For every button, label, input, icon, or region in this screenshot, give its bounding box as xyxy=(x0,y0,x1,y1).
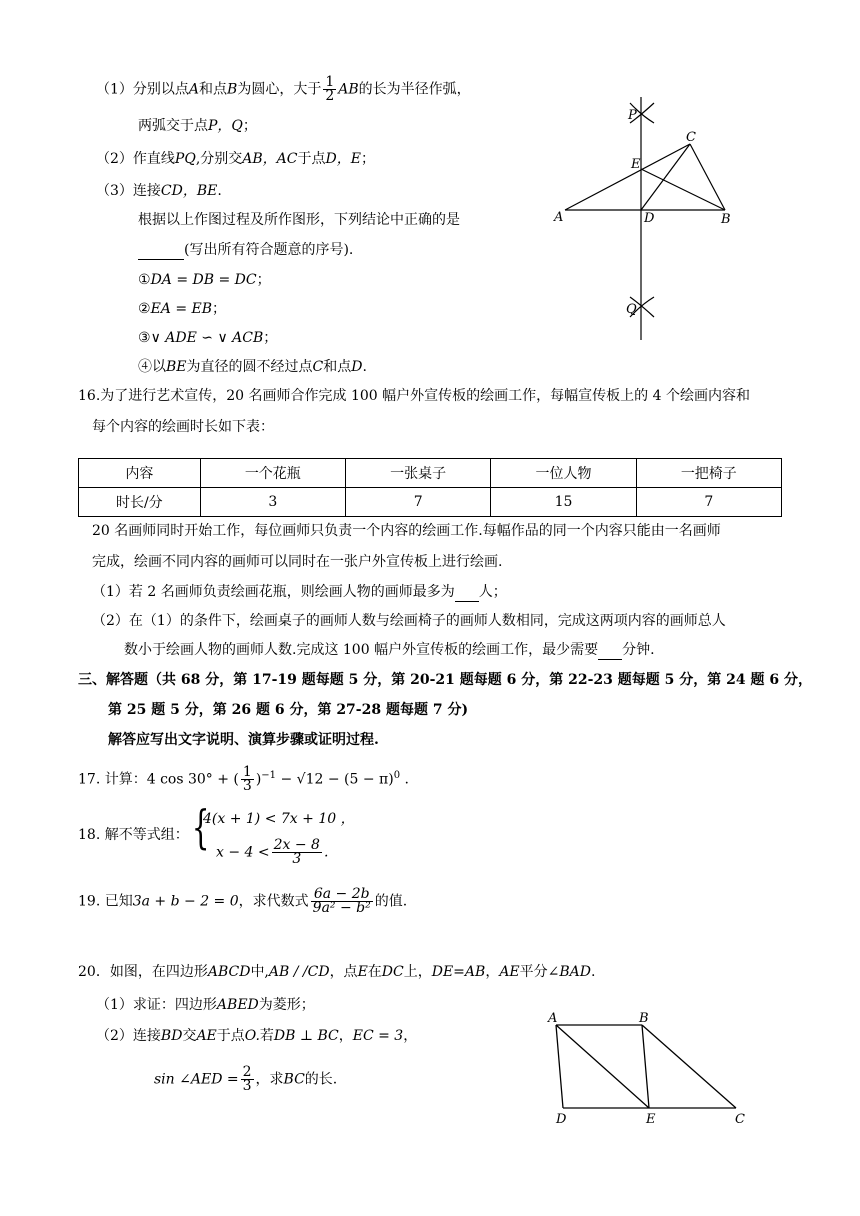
q15-figure xyxy=(540,95,760,355)
table-row xyxy=(79,488,782,517)
label-b: B xyxy=(721,212,731,227)
q20-sub1: （1）求证：四边形ABED为菱形； xyxy=(96,997,315,1013)
label-e: E xyxy=(646,1112,656,1127)
q15-prompt: 根据以上作图过程及所作图形，下列结论中正确的是 xyxy=(138,212,460,228)
table-cell: 一张桌子 xyxy=(345,459,490,488)
label-p: P xyxy=(628,108,637,123)
q19: 19. 已知3a + b − 2 = 0，求代数式 $\frac{6a - 2b}{\text{9a² − b²}}$ 的值. xyxy=(78,886,408,916)
table-cell: 7 xyxy=(345,488,490,517)
answer-blank[interactable] xyxy=(138,241,184,260)
segment-ad xyxy=(556,1025,563,1108)
segment-cd xyxy=(641,144,690,210)
label-a: A xyxy=(548,1011,558,1026)
q18-label: 18. 解不等式组： xyxy=(78,827,189,843)
q16-line1: 16.为了进行艺术宣传，20 名画师合作完成 100 幅户外宣传板的绘画工作，每幅宣传板上的 4 个绘画内容和 xyxy=(78,388,750,404)
q15-option-2: ②EA = EB； xyxy=(138,301,227,317)
section3-title-cont: 第 25 题 5 分，第 26 题 6 分，第 27-28 题每题 7 分) xyxy=(108,702,469,718)
q18-inequality-1: 4(x + 1) < 7x + 10 ， xyxy=(203,811,355,827)
answer-blank[interactable] xyxy=(455,583,479,602)
q20-sub2-cont: sin ∠AED = $\frac{2}{3}$ ，求BC的长. xyxy=(154,1064,338,1094)
label-b: B xyxy=(639,1011,649,1026)
table-cell: 时长/分 xyxy=(79,488,201,517)
table-cell: 15 xyxy=(491,488,636,517)
segment-be xyxy=(642,1025,649,1108)
q16-line2: 每个内容的绘画时长如下表： xyxy=(92,419,274,435)
label-c: C xyxy=(686,130,696,145)
q16-sub2-cont: 数小于绘画人物的画师人数.完成这 100 幅户外宣传板的绘画工作，最少需要 分钟. xyxy=(124,642,655,658)
q15-step1-cont: 两弧交于点P，Q； xyxy=(138,118,257,134)
fraction-half: $\frac{1}{2}$ xyxy=(325,74,335,104)
fraction-two-thirds: $\frac{2}{3}$ xyxy=(242,1064,252,1094)
label-d: D xyxy=(556,1112,567,1127)
q18-inequality-2: x − 4 < $\frac{2x - 8}{3}$ . xyxy=(216,837,329,867)
q15-step3: （3）连接CD，BE. xyxy=(96,183,222,199)
q15-prompt-answer: (写出所有符合题意的序号). xyxy=(138,241,353,260)
q15-option-3: ③∨ ADE ∽ ∨ ACB； xyxy=(138,330,278,346)
q15-option-4: ④以BE为直径的圆不经过点C和点D. xyxy=(138,359,367,375)
label-q: Q xyxy=(626,302,637,317)
table-header-row xyxy=(79,459,782,488)
table-cell: 7 xyxy=(636,488,781,517)
system-brace: { xyxy=(191,800,210,854)
section3-note: 解答应写出文字说明、演算步骤或证明过程. xyxy=(108,732,379,748)
table-cell: 一把椅子 xyxy=(636,459,781,488)
q16-sub2: （2）在（1）的条件下，绘画桌子的画师人数与绘画椅子的画师人数相同，完成这两项内容的画师总人 xyxy=(92,613,726,629)
fraction-expression: $\frac{6a - 2b}{\text{9a² − b²}}$ xyxy=(312,886,371,916)
label-e: E xyxy=(631,157,641,172)
q16-table xyxy=(78,458,782,517)
q15-step1: （1）分别以点A和点B为圆心，大于 $\frac{1}{2}$ AB的长为半径作弧， xyxy=(96,74,471,104)
q16-line4: 完成，绘画不同内容的画师可以同时在一张户外宣传板上进行绘画. xyxy=(92,554,503,570)
table-cell: 一个花瓶 xyxy=(200,459,345,488)
section3-title: 三、解答题（共 68 分，第 17-19 题每题 5 分，第 20-21 题每题 6 分，第 22-23 题每题 5 分，第 24 题 6 分， xyxy=(78,672,812,688)
q16-line3: 20 名画师同时开始工作，每位画师只负责一个内容的绘画工作.每幅作品的同一个内容只能由一名画师 xyxy=(92,523,721,539)
answer-blank[interactable] xyxy=(598,641,622,660)
q16-sub1: （1）若 2 名画师负责绘画花瓶，则绘画人物的画师最多为 人； xyxy=(92,584,507,600)
q20-stem: 20．如图，在四边形ABCD中,AB / /CD，点E在DC上，DE=AB，AE平分∠BAD. xyxy=(78,964,596,980)
segment-be xyxy=(641,169,725,210)
segment-bc xyxy=(642,1025,736,1108)
q20-sub2: （2）连接BD交AE于点O.若DB ⊥ BC，EC = 3， xyxy=(96,1028,418,1044)
table-cell: 3 xyxy=(200,488,345,517)
segment-cb xyxy=(690,144,725,210)
table-cell: 一位人物 xyxy=(491,459,636,488)
q15-step2: （2）作直线PQ,分别交AB，AC于点D，E； xyxy=(96,151,375,167)
segment-ae xyxy=(556,1025,649,1108)
label-d: D xyxy=(644,211,655,226)
fraction-one-third: $\frac{1}{3}$ xyxy=(242,764,252,794)
label-a: A xyxy=(554,210,564,225)
q15-option-1: ①DA = DB = DC； xyxy=(138,272,271,288)
q17: 17. 计算：4 cos 30° + ( $\frac{1}{3}$ )$^{-1} - √12 - (5 - \pi)^0$ . xyxy=(78,764,409,794)
segment-ac xyxy=(565,144,690,210)
label-c: C xyxy=(735,1112,745,1127)
fraction-2x-8-over-3: $\frac{2x - 8}{3}$ xyxy=(273,837,320,867)
table-cell: 内容 xyxy=(79,459,201,488)
q20-figure xyxy=(540,1005,760,1130)
